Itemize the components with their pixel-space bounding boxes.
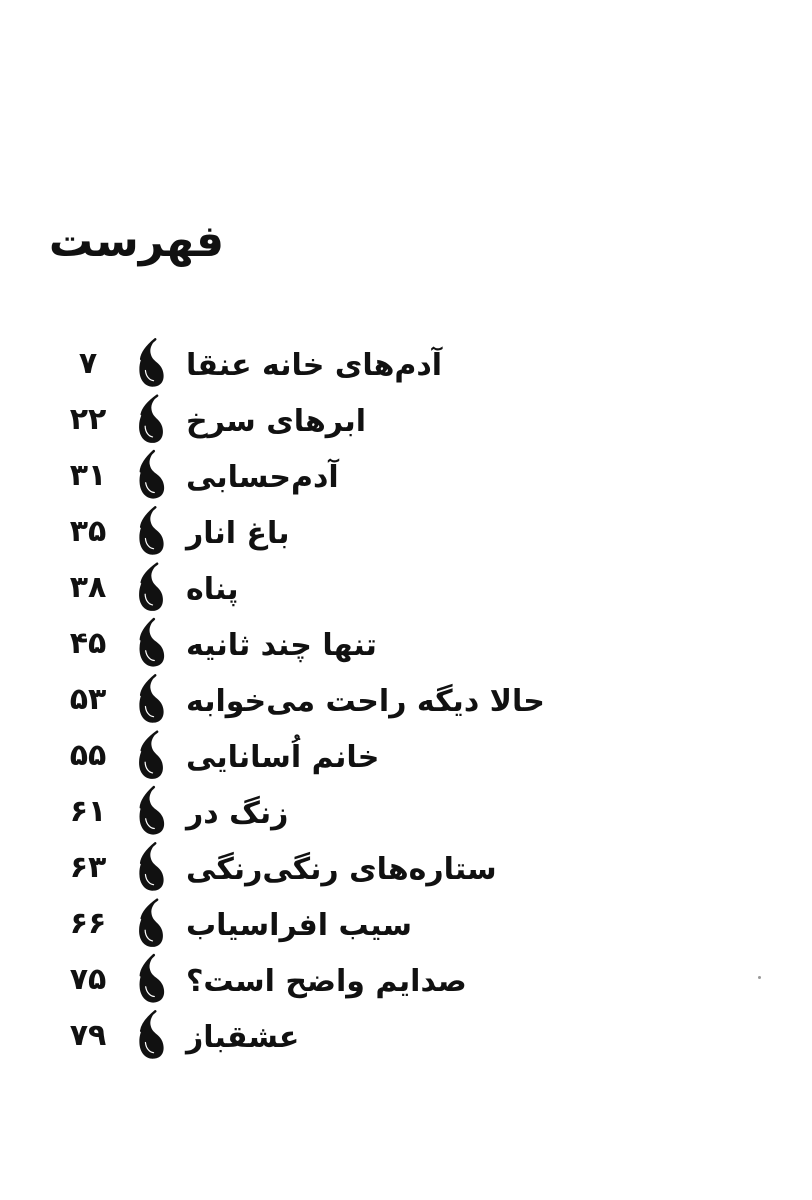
teardrop-ornament-icon [130, 392, 170, 448]
paper-speck [758, 976, 761, 979]
toc-entry-page: ۷۵ [69, 962, 107, 997]
toc-entry[interactable] [0, 336, 812, 392]
teardrop-ornament-shape [136, 339, 164, 388]
toc-entry[interactable] [0, 672, 812, 728]
toc-entry[interactable] [0, 560, 812, 616]
toc-entry-title: آدم‌های خانه عنقا [186, 348, 443, 383]
teardrop-ornament-shape [136, 1011, 164, 1060]
toc-entry[interactable] [0, 784, 812, 840]
toc-entry[interactable] [0, 616, 812, 672]
teardrop-ornament-shape [135, 450, 166, 500]
teardrop-ornament-icon [130, 952, 170, 1008]
toc-entry[interactable] [0, 448, 812, 504]
teardrop-ornament-icon [130, 336, 170, 392]
toc-entry[interactable] [0, 840, 812, 896]
toc-entry-title: زنگ در [186, 796, 289, 831]
toc-entry-page: ۷ [78, 346, 98, 381]
teardrop-ornament-icon [130, 840, 170, 896]
toc-entry[interactable] [0, 896, 812, 952]
toc-entry-page: ۳۵ [69, 514, 107, 549]
teardrop-ornament-icon [130, 896, 170, 952]
teardrop-ornament-icon [130, 504, 170, 560]
teardrop-ornament-shape [135, 618, 166, 668]
toc-entry-page: ۶۶ [69, 906, 107, 941]
toc-entry-page: ۴۵ [69, 626, 107, 661]
teardrop-ornament-icon [130, 616, 170, 672]
toc-entry-page: ۶۳ [69, 850, 107, 885]
toc-entry-page: ۵۳ [69, 682, 107, 717]
teardrop-ornament-icon [130, 728, 170, 784]
toc-entry[interactable] [0, 728, 812, 784]
toc-entry[interactable] [0, 504, 812, 560]
toc-entry-title: حالا دیگه راحت می‌خوابه [186, 684, 545, 719]
teardrop-ornament-icon [130, 784, 170, 840]
toc-entry-page: ۲۲ [69, 402, 107, 437]
teardrop-ornament-shape [135, 786, 166, 836]
toc-entry[interactable] [0, 1008, 812, 1064]
toc-entry-title: صدایم واضح است؟ [186, 964, 467, 999]
toc-entry[interactable] [0, 952, 812, 1008]
toc-entry-title: ابرهای سرخ [186, 404, 366, 439]
teardrop-ornament-shape [135, 954, 166, 1004]
teardrop-ornament-icon [130, 560, 170, 616]
teardrop-ornament-icon [130, 1008, 170, 1064]
toc-entry[interactable] [0, 392, 812, 448]
teardrop-ornament-shape [136, 507, 164, 556]
teardrop-ornament-icon [130, 448, 170, 504]
toc-entry-page: ۳۱ [69, 458, 107, 493]
toc-entry-page: ۵۵ [69, 738, 107, 773]
toc-entry-title: خانم اُسانایی [186, 740, 380, 775]
toc-entry-title: ستاره‌های رنگی‌رنگی [186, 852, 497, 887]
toc-list [0, 336, 812, 1064]
toc-entry-title: تنها چند ثانیه [186, 628, 377, 663]
toc-entry-title: پناه [186, 572, 239, 607]
toc-entry-page: ۶۱ [69, 794, 107, 829]
toc-heading: فهرست [48, 216, 224, 267]
toc-entry-title: باغ انار [186, 516, 290, 551]
teardrop-ornament-icon [130, 672, 170, 728]
teardrop-ornament-shape [136, 843, 164, 892]
toc-entry-page: ۷۹ [69, 1018, 107, 1053]
toc-entry-page: ۳۸ [69, 570, 107, 605]
toc-entry-title: عشقباز [186, 1020, 300, 1055]
toc-entry-title: سیب افراسیاب [186, 908, 412, 943]
toc-entry-title: آدم‌حسابی [186, 460, 339, 495]
teardrop-ornament-shape [136, 675, 164, 724]
